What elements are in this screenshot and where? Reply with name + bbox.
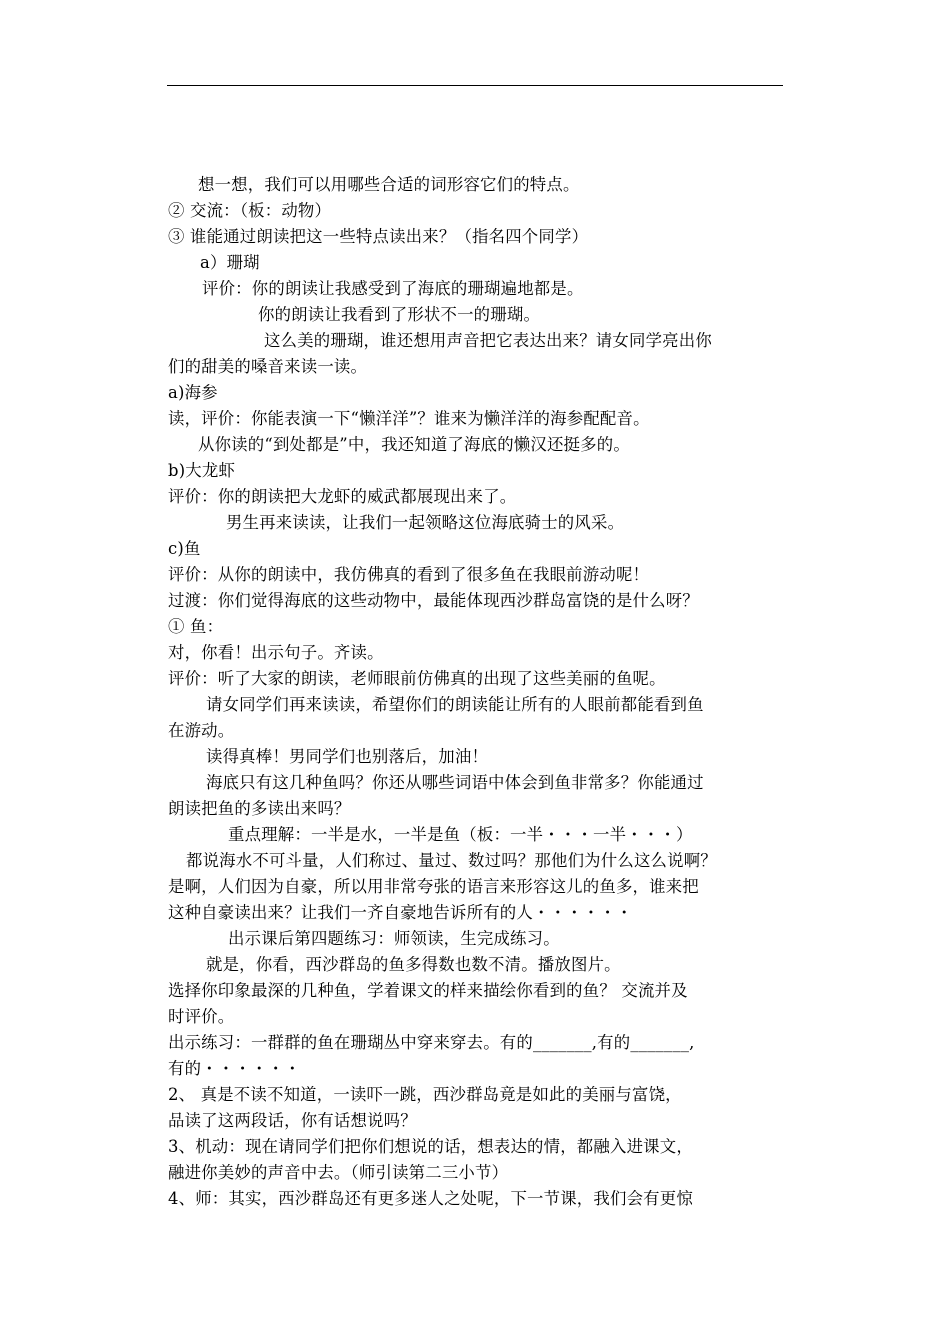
paragraph-line: 在游动。 [168,721,235,740]
paragraph-line: 男生再来读读，让我们一起领略这位海底骑士的风采。 [226,513,625,532]
list-item: ③ 谁能通过朗读把这一些特点读出来？（指名四个同学） [168,227,589,246]
paragraph-line: 想一想，我们可以用哪些合适的词形容它们的特点。 [198,175,580,194]
evaluation-line: 评价：你的朗读让我感受到了海底的珊瑚遍地都是。 [202,279,584,298]
evaluation-line: 评价：你的朗读把大龙虾的威武都展现出来了。 [168,487,517,506]
paragraph-line: 朗读把鱼的多读出来吗？ [168,799,351,818]
sub-item-heading: a）珊瑚 [200,253,260,272]
sub-item-heading: a)海参 [168,383,218,402]
header-rule [167,85,783,86]
paragraph-line: 是啊，人们因为自豪，所以用非常夸张的语言来形容这儿的鱼多，谁来把 [168,877,699,896]
paragraph-line: 这种自豪读出来？让我们一齐自豪地告诉所有的人・・・・・・ [168,903,633,922]
list-item: 2、 真是不读不知道，一读吓一跳，西沙群岛竟是如此的美丽与富饶， [168,1085,682,1104]
paragraph-line: 品读了这两段话，你有话想说吗？ [168,1111,417,1130]
paragraph-line: 都说海水不可斗量，人们称过、量过、数过吗？那他们为什么这么说啊？ [186,851,717,870]
paragraph-line: 重点理解：一半是水，一半是鱼（板：一半・・・一半・・・） [228,825,693,844]
paragraph-line: 海底只有这几种鱼吗？你还从哪些词语中体会到鱼非常多？你能通过 [206,773,704,792]
list-item: ② 交流：（板：动物） [168,201,332,220]
paragraph-line: 请女同学们再来读读，希望你们的朗读能让所有的人眼前都能看到鱼 [206,695,704,714]
paragraph-line: 出示课后第四题练习：师领读，生完成练习。 [228,929,560,948]
list-item: 4、师：其实，西沙群岛还有更多迷人之处呢，下一节课，我们会有更惊 [168,1189,693,1208]
document-body [168,172,788,1212]
paragraph-line: 对，你看！出示句子。齐读。 [168,643,384,662]
paragraph-line: 读得真棒！男同学们也别落后，加油！ [206,747,489,766]
paragraph-line: 就是，你看，西沙群岛的鱼多得数也数不清。播放图片。 [206,955,621,974]
evaluation-line: 读，评价：你能表演一下“懒洋洋”？谁来为懒洋洋的海参配配音。 [168,409,650,428]
sub-item-heading: c)鱼 [168,539,201,558]
evaluation-line: 评价：从你的朗读中，我仿佛真的看到了很多鱼在我眼前游动呢！ [168,565,650,584]
sub-item-heading: b)大龙虾 [168,461,236,480]
evaluation-line: 你的朗读让我看到了形状不一的珊瑚。 [258,305,541,324]
paragraph-line: 时评价。 [168,1007,235,1026]
paragraph-line: 选择你印象最深的几种鱼，学着课文的样来描绘你看到的鱼？ 交流并及 [168,981,688,1000]
list-item: ① 鱼： [168,617,224,636]
exercise-line: 出示练习：一群群的鱼在珊瑚丛中穿来穿去。有的_______,有的_______, [168,1033,695,1052]
paragraph-line: 们的甜美的嗓音来读一读。 [168,357,368,376]
paragraph-line: 过渡：你们觉得海底的这些动物中，最能体现西沙群岛富饶的是什么呀？ [168,591,699,610]
paragraph-line: 这么美的珊瑚，谁还想用声音把它表达出来？请女同学亮出你 [264,331,712,350]
list-item: 3、机动：现在请同学们把你们想说的话，想表达的情，都融入进课文， [168,1137,693,1156]
paragraph-line: 融进你美妙的声音中去。（师引读第二三小节） [168,1163,509,1182]
evaluation-line: 从你读的“到处都是”中，我还知道了海底的懒汉还挺多的。 [198,435,630,454]
exercise-line: 有的・・・・・・ [168,1059,301,1078]
evaluation-line: 评价：听了大家的朗读，老师眼前仿佛真的出现了这些美丽的鱼呢。 [168,669,666,688]
